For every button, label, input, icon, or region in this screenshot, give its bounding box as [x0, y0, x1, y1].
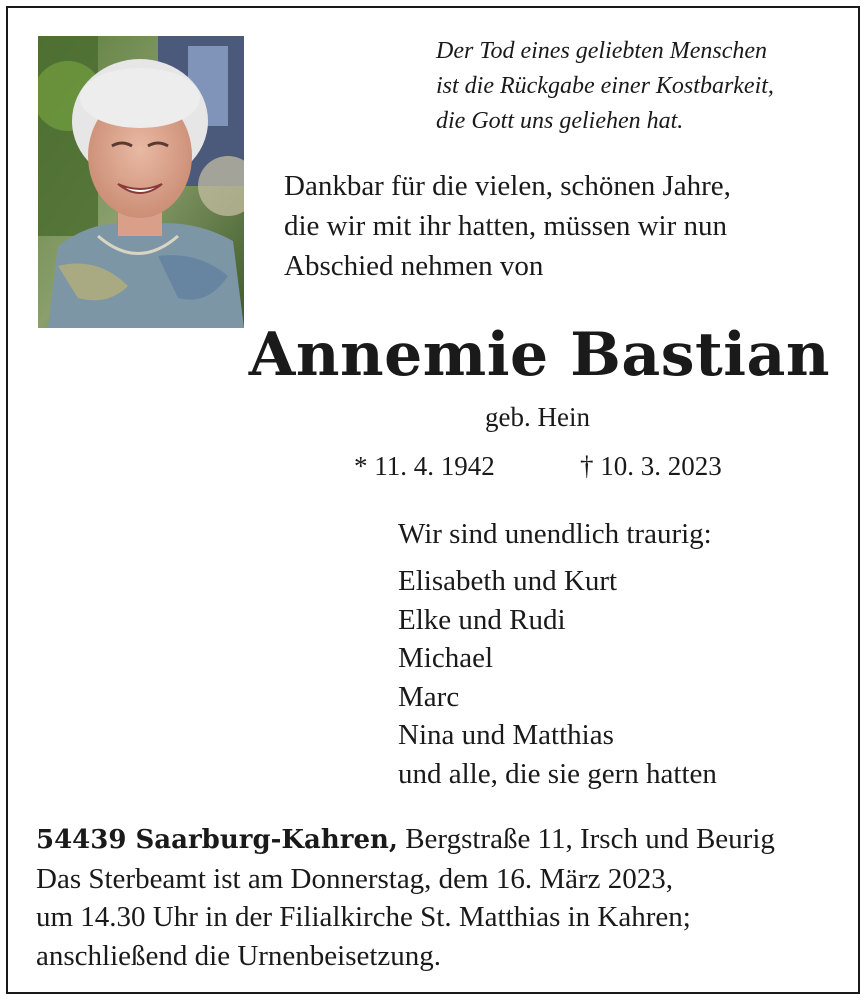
mourner-name: und alle, die sie gern hatten: [398, 757, 717, 790]
birth-date: * 11. 4. 1942: [354, 451, 495, 481]
mourner-name: Elke und Rudi: [398, 603, 566, 636]
service-line: Das Sterbeamt ist am Donnerstag, dem 16. März 2023,: [36, 862, 674, 895]
intro-line: Abschied nehmen von: [284, 250, 544, 282]
quote-line: Der Tod eines geliebten Menschen: [436, 38, 768, 64]
mourner-name: Nina und Matthias: [398, 719, 614, 751]
quote-text: [436, 34, 836, 139]
address-street: Bergstraße 11, Irsch und Beurig: [397, 823, 775, 855]
address-line: [36, 820, 836, 860]
intro-line: Dankbar für die vielen, schönen Jahre,: [284, 170, 731, 202]
address-city: 54439 Saarburg-Kahren,: [36, 825, 398, 855]
mourner-name: Marc: [398, 680, 460, 713]
intro-text: [284, 166, 844, 286]
quote-line: die Gott uns geliehen hat.: [436, 108, 684, 134]
portrait-photo: [38, 36, 244, 328]
mourner-name: Michael: [398, 642, 494, 674]
mourner-name: Elisabeth und Kurt: [398, 565, 618, 597]
deceased-name: Annemie Bastian: [248, 320, 830, 390]
mourners-intro: Wir sind unendlich traurig:: [398, 518, 712, 550]
service-line: um 14.30 Uhr in der Filialkirche St. Matthias in Kahren;: [36, 901, 691, 933]
birth-name: geb. Hein: [485, 402, 590, 432]
death-date: † 10. 3. 2023: [580, 451, 722, 481]
service-line: anschließend die Urnenbeisetzung.: [36, 939, 442, 972]
footer-info: [36, 820, 836, 975]
quote-line: ist die Rückgabe einer Kostbarkeit,: [436, 73, 774, 99]
mourners-list: [398, 562, 838, 793]
intro-line: die wir mit ihr hatten, müssen wir nun: [284, 210, 727, 242]
